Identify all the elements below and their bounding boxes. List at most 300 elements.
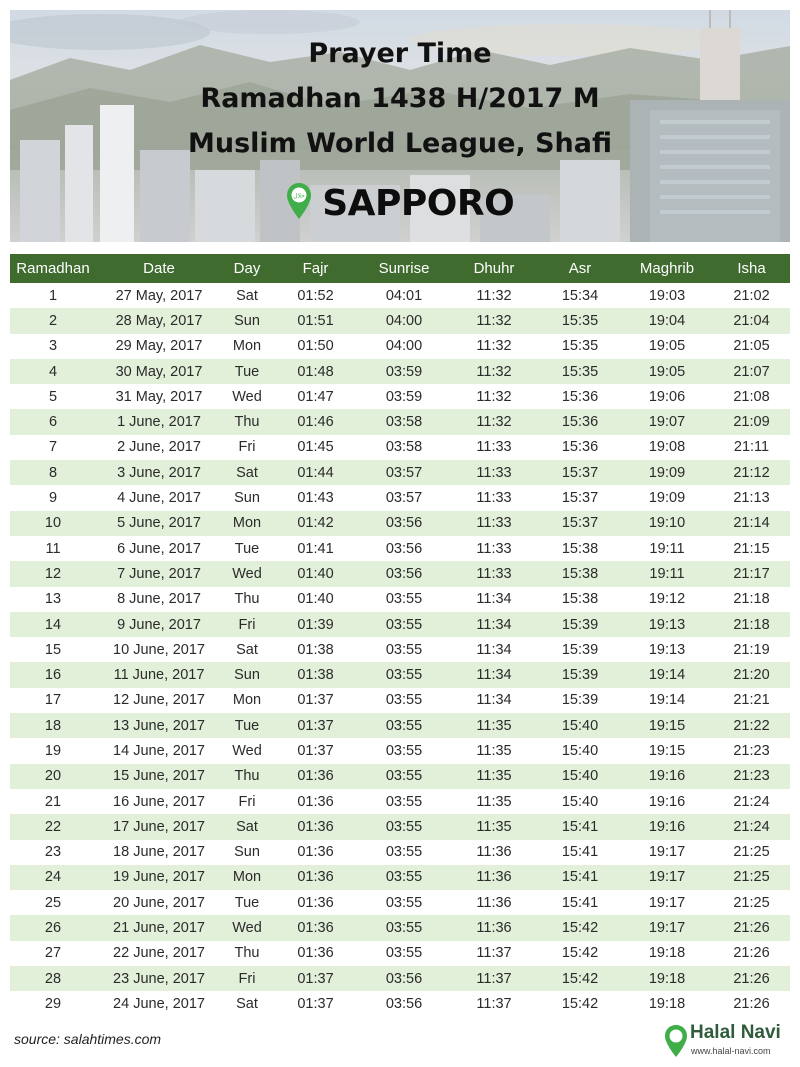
table-row xyxy=(10,359,790,384)
cell-sunrise: 03:55 xyxy=(359,662,449,687)
cell-dhuhr: 11:33 xyxy=(449,485,539,510)
cell-ramadhan: 19 xyxy=(10,738,96,763)
cell-dhuhr: 11:35 xyxy=(449,764,539,789)
cell-fajr: 01:40 xyxy=(272,561,359,586)
city-row xyxy=(10,182,790,225)
cell-sunrise: 03:55 xyxy=(359,688,449,713)
cell-day: Tue xyxy=(222,359,272,384)
cell-fajr: 01:37 xyxy=(272,991,359,1016)
source-credit: source: salahtimes.com xyxy=(14,1031,162,1047)
cell-isha: 21:05 xyxy=(713,334,790,359)
table-row xyxy=(10,511,790,536)
cell-sunrise: 03:55 xyxy=(359,587,449,612)
cell-isha: 21:18 xyxy=(713,612,790,637)
cell-day: Sun xyxy=(222,840,272,865)
cell-isha: 21:13 xyxy=(713,485,790,510)
cell-asr: 15:41 xyxy=(539,840,621,865)
cell-dhuhr: 11:33 xyxy=(449,511,539,536)
cell-fajr: 01:50 xyxy=(272,334,359,359)
table-row xyxy=(10,662,790,687)
cell-ramadhan: 29 xyxy=(10,991,96,1016)
cell-fajr: 01:37 xyxy=(272,688,359,713)
cell-fajr: 01:41 xyxy=(272,536,359,561)
table-row xyxy=(10,308,790,333)
cell-asr: 15:38 xyxy=(539,536,621,561)
cell-date: 15 June, 2017 xyxy=(96,764,222,789)
cell-asr: 15:38 xyxy=(539,561,621,586)
cell-asr: 15:36 xyxy=(539,384,621,409)
cell-maghrib: 19:17 xyxy=(621,915,713,940)
city-name: SAPPORO xyxy=(322,183,515,224)
table-body xyxy=(10,283,790,1017)
cell-ramadhan: 5 xyxy=(10,384,96,409)
cell-maghrib: 19:16 xyxy=(621,789,713,814)
cell-fajr: 01:40 xyxy=(272,587,359,612)
cell-isha: 21:21 xyxy=(713,688,790,713)
cell-fajr: 01:36 xyxy=(272,915,359,940)
cell-fajr: 01:37 xyxy=(272,713,359,738)
cell-date: 2 June, 2017 xyxy=(96,435,222,460)
cell-dhuhr: 11:32 xyxy=(449,308,539,333)
table-row xyxy=(10,890,790,915)
cell-date: 31 May, 2017 xyxy=(96,384,222,409)
cell-dhuhr: 11:37 xyxy=(449,966,539,991)
cell-isha: 21:07 xyxy=(713,359,790,384)
cell-sunrise: 04:00 xyxy=(359,334,449,359)
cell-asr: 15:37 xyxy=(539,485,621,510)
cell-asr: 15:35 xyxy=(539,359,621,384)
cell-asr: 15:37 xyxy=(539,460,621,485)
cell-isha: 21:18 xyxy=(713,587,790,612)
cell-asr: 15:40 xyxy=(539,789,621,814)
cell-ramadhan: 1 xyxy=(10,283,96,308)
cell-ramadhan: 7 xyxy=(10,435,96,460)
cell-asr: 15:41 xyxy=(539,865,621,890)
cell-day: Sun xyxy=(222,662,272,687)
cell-asr: 15:41 xyxy=(539,890,621,915)
cell-date: 21 June, 2017 xyxy=(96,915,222,940)
cell-dhuhr: 11:36 xyxy=(449,840,539,865)
cell-dhuhr: 11:32 xyxy=(449,283,539,308)
table-row xyxy=(10,409,790,434)
cell-maghrib: 19:09 xyxy=(621,460,713,485)
cell-dhuhr: 11:33 xyxy=(449,536,539,561)
cell-maghrib: 19:07 xyxy=(621,409,713,434)
cell-asr: 15:38 xyxy=(539,587,621,612)
cell-isha: 21:14 xyxy=(713,511,790,536)
cell-ramadhan: 21 xyxy=(10,789,96,814)
cell-day: Mon xyxy=(222,511,272,536)
cell-date: 5 June, 2017 xyxy=(96,511,222,536)
cell-day: Sun xyxy=(222,485,272,510)
brand-name: Halal Navi xyxy=(690,1022,781,1043)
svg-text:حلال: حلال xyxy=(292,192,305,200)
table-row xyxy=(10,587,790,612)
cell-day: Thu xyxy=(222,764,272,789)
cell-day: Thu xyxy=(222,941,272,966)
cell-dhuhr: 11:32 xyxy=(449,334,539,359)
col-fajr: Fajr xyxy=(272,254,359,283)
cell-maghrib: 19:18 xyxy=(621,966,713,991)
cell-dhuhr: 11:35 xyxy=(449,713,539,738)
cell-sunrise: 03:59 xyxy=(359,384,449,409)
cell-fajr: 01:51 xyxy=(272,308,359,333)
cell-isha: 21:23 xyxy=(713,738,790,763)
cell-sunrise: 03:55 xyxy=(359,637,449,662)
cell-isha: 21:25 xyxy=(713,865,790,890)
cell-ramadhan: 22 xyxy=(10,814,96,839)
cell-fajr: 01:36 xyxy=(272,789,359,814)
cell-dhuhr: 11:36 xyxy=(449,865,539,890)
cell-asr: 15:39 xyxy=(539,688,621,713)
cell-ramadhan: 24 xyxy=(10,865,96,890)
cell-date: 19 June, 2017 xyxy=(96,865,222,890)
cell-fajr: 01:37 xyxy=(272,966,359,991)
cell-dhuhr: 11:33 xyxy=(449,460,539,485)
cell-asr: 15:36 xyxy=(539,409,621,434)
cell-day: Tue xyxy=(222,536,272,561)
cell-sunrise: 03:55 xyxy=(359,612,449,637)
cell-dhuhr: 11:36 xyxy=(449,890,539,915)
cell-ramadhan: 13 xyxy=(10,587,96,612)
cell-day: Sun xyxy=(222,308,272,333)
cell-fajr: 01:36 xyxy=(272,840,359,865)
cell-date: 18 June, 2017 xyxy=(96,840,222,865)
table-row xyxy=(10,915,790,940)
cell-day: Wed xyxy=(222,738,272,763)
cell-ramadhan: 2 xyxy=(10,308,96,333)
cell-maghrib: 19:12 xyxy=(621,587,713,612)
cell-isha: 21:24 xyxy=(713,789,790,814)
cell-isha: 21:26 xyxy=(713,915,790,940)
table-row xyxy=(10,334,790,359)
cell-maghrib: 19:18 xyxy=(621,941,713,966)
cell-maghrib: 19:13 xyxy=(621,612,713,637)
col-asr: Asr xyxy=(539,254,621,283)
cell-maghrib: 19:14 xyxy=(621,662,713,687)
cell-sunrise: 03:55 xyxy=(359,764,449,789)
cell-isha: 21:04 xyxy=(713,308,790,333)
cell-dhuhr: 11:34 xyxy=(449,612,539,637)
table-row xyxy=(10,485,790,510)
cell-ramadhan: 25 xyxy=(10,890,96,915)
cell-sunrise: 03:56 xyxy=(359,966,449,991)
cell-maghrib: 19:17 xyxy=(621,840,713,865)
cell-isha: 21:09 xyxy=(713,409,790,434)
cell-date: 29 May, 2017 xyxy=(96,334,222,359)
cell-fajr: 01:36 xyxy=(272,865,359,890)
cell-maghrib: 19:14 xyxy=(621,688,713,713)
cell-maghrib: 19:05 xyxy=(621,334,713,359)
cell-ramadhan: 17 xyxy=(10,688,96,713)
cell-day: Sat xyxy=(222,814,272,839)
table-row xyxy=(10,941,790,966)
cell-fajr: 01:45 xyxy=(272,435,359,460)
cell-isha: 21:24 xyxy=(713,814,790,839)
cell-date: 23 June, 2017 xyxy=(96,966,222,991)
cell-isha: 21:15 xyxy=(713,536,790,561)
table-row xyxy=(10,991,790,1016)
cell-day: Fri xyxy=(222,435,272,460)
cell-dhuhr: 11:32 xyxy=(449,359,539,384)
cell-fajr: 01:36 xyxy=(272,890,359,915)
cell-asr: 15:34 xyxy=(539,283,621,308)
cell-date: 20 June, 2017 xyxy=(96,890,222,915)
cell-asr: 15:42 xyxy=(539,991,621,1016)
cell-dhuhr: 11:32 xyxy=(449,409,539,434)
cell-dhuhr: 11:34 xyxy=(449,662,539,687)
cell-sunrise: 03:55 xyxy=(359,814,449,839)
cell-sunrise: 03:56 xyxy=(359,561,449,586)
cell-fajr: 01:36 xyxy=(272,814,359,839)
cell-isha: 21:08 xyxy=(713,384,790,409)
cell-date: 3 June, 2017 xyxy=(96,460,222,485)
cell-date: 8 June, 2017 xyxy=(96,587,222,612)
cell-date: 7 June, 2017 xyxy=(96,561,222,586)
cell-ramadhan: 16 xyxy=(10,662,96,687)
cell-date: 9 June, 2017 xyxy=(96,612,222,637)
prayer-time-table xyxy=(10,254,790,1017)
cell-date: 28 May, 2017 xyxy=(96,308,222,333)
cell-date: 22 June, 2017 xyxy=(96,941,222,966)
col-maghrib: Maghrib xyxy=(621,254,713,283)
cell-isha: 21:19 xyxy=(713,637,790,662)
table-row xyxy=(10,966,790,991)
cell-day: Mon xyxy=(222,334,272,359)
cell-ramadhan: 9 xyxy=(10,485,96,510)
cell-asr: 15:39 xyxy=(539,612,621,637)
cell-asr: 15:35 xyxy=(539,308,621,333)
cell-date: 11 June, 2017 xyxy=(96,662,222,687)
cell-asr: 15:39 xyxy=(539,637,621,662)
cell-day: Thu xyxy=(222,409,272,434)
cell-day: Mon xyxy=(222,865,272,890)
cell-asr: 15:42 xyxy=(539,966,621,991)
cell-day: Sat xyxy=(222,637,272,662)
cell-date: 24 June, 2017 xyxy=(96,991,222,1016)
cell-fajr: 01:39 xyxy=(272,612,359,637)
col-dhuhr: Dhuhr xyxy=(449,254,539,283)
cell-isha: 21:12 xyxy=(713,460,790,485)
cell-isha: 21:02 xyxy=(713,283,790,308)
cell-fajr: 01:43 xyxy=(272,485,359,510)
table-header-row xyxy=(10,254,790,283)
cell-day: Sat xyxy=(222,460,272,485)
cell-date: 10 June, 2017 xyxy=(96,637,222,662)
cell-fajr: 01:36 xyxy=(272,764,359,789)
cell-isha: 21:17 xyxy=(713,561,790,586)
cell-isha: 21:25 xyxy=(713,890,790,915)
cell-dhuhr: 11:37 xyxy=(449,991,539,1016)
cell-day: Wed xyxy=(222,561,272,586)
title-prayer-time: Prayer Time xyxy=(308,38,492,69)
cell-date: 6 June, 2017 xyxy=(96,536,222,561)
cell-fajr: 01:52 xyxy=(272,283,359,308)
cell-fajr: 01:38 xyxy=(272,637,359,662)
cell-day: Wed xyxy=(222,384,272,409)
cell-date: 13 June, 2017 xyxy=(96,713,222,738)
cell-fajr: 01:48 xyxy=(272,359,359,384)
cell-sunrise: 03:55 xyxy=(359,738,449,763)
cell-maghrib: 19:05 xyxy=(621,359,713,384)
cell-sunrise: 03:57 xyxy=(359,460,449,485)
cell-ramadhan: 28 xyxy=(10,966,96,991)
cell-isha: 21:26 xyxy=(713,966,790,991)
cell-isha: 21:26 xyxy=(713,991,790,1016)
cell-isha: 21:11 xyxy=(713,435,790,460)
cell-maghrib: 19:18 xyxy=(621,991,713,1016)
col-sunrise: Sunrise xyxy=(359,254,449,283)
cell-maghrib: 19:16 xyxy=(621,814,713,839)
cell-day: Fri xyxy=(222,966,272,991)
cell-ramadhan: 26 xyxy=(10,915,96,940)
cell-dhuhr: 11:34 xyxy=(449,587,539,612)
cell-sunrise: 04:00 xyxy=(359,308,449,333)
cell-sunrise: 03:56 xyxy=(359,511,449,536)
cell-day: Tue xyxy=(222,890,272,915)
halal-navi-brand[interactable] xyxy=(664,1022,790,1062)
table-row xyxy=(10,283,790,308)
cell-ramadhan: 12 xyxy=(10,561,96,586)
cell-ramadhan: 23 xyxy=(10,840,96,865)
cell-date: 1 June, 2017 xyxy=(96,409,222,434)
cell-dhuhr: 11:35 xyxy=(449,814,539,839)
table-row xyxy=(10,789,790,814)
cell-sunrise: 03:55 xyxy=(359,865,449,890)
cell-day: Tue xyxy=(222,713,272,738)
cell-maghrib: 19:04 xyxy=(621,308,713,333)
cell-maghrib: 19:09 xyxy=(621,485,713,510)
cell-asr: 15:40 xyxy=(539,764,621,789)
cell-day: Sat xyxy=(222,991,272,1016)
brand-url[interactable]: www.halal-navi.com xyxy=(691,1046,771,1056)
cell-asr: 15:37 xyxy=(539,511,621,536)
cell-dhuhr: 11:34 xyxy=(449,688,539,713)
cell-ramadhan: 4 xyxy=(10,359,96,384)
cell-ramadhan: 6 xyxy=(10,409,96,434)
halal-navi-logo-icon xyxy=(664,1024,688,1058)
title-calculation-method: Muslim World League, Shafi xyxy=(187,128,613,159)
table-row xyxy=(10,738,790,763)
cell-fajr: 01:36 xyxy=(272,941,359,966)
cell-ramadhan: 14 xyxy=(10,612,96,637)
cell-maghrib: 19:17 xyxy=(621,865,713,890)
cell-sunrise: 04:01 xyxy=(359,283,449,308)
table-row xyxy=(10,637,790,662)
cell-maghrib: 19:10 xyxy=(621,511,713,536)
cell-day: Fri xyxy=(222,789,272,814)
table-row xyxy=(10,384,790,409)
cell-ramadhan: 3 xyxy=(10,334,96,359)
table-row xyxy=(10,688,790,713)
cell-sunrise: 03:56 xyxy=(359,991,449,1016)
table-row xyxy=(10,561,790,586)
table-row xyxy=(10,612,790,637)
cell-isha: 21:23 xyxy=(713,764,790,789)
cell-sunrise: 03:57 xyxy=(359,485,449,510)
cell-fajr: 01:47 xyxy=(272,384,359,409)
cell-date: 12 June, 2017 xyxy=(96,688,222,713)
cell-fajr: 01:44 xyxy=(272,460,359,485)
cell-sunrise: 03:55 xyxy=(359,890,449,915)
cell-ramadhan: 10 xyxy=(10,511,96,536)
cell-day: Thu xyxy=(222,587,272,612)
cell-ramadhan: 15 xyxy=(10,637,96,662)
cell-sunrise: 03:59 xyxy=(359,359,449,384)
col-day: Day xyxy=(222,254,272,283)
cell-ramadhan: 20 xyxy=(10,764,96,789)
cell-asr: 15:36 xyxy=(539,435,621,460)
cell-maghrib: 19:11 xyxy=(621,536,713,561)
cell-isha: 21:20 xyxy=(713,662,790,687)
table-row xyxy=(10,460,790,485)
cell-dhuhr: 11:33 xyxy=(449,435,539,460)
cell-isha: 21:25 xyxy=(713,840,790,865)
cell-fajr: 01:37 xyxy=(272,738,359,763)
cell-dhuhr: 11:35 xyxy=(449,738,539,763)
cell-sunrise: 03:56 xyxy=(359,536,449,561)
cell-maghrib: 19:16 xyxy=(621,764,713,789)
cell-day: Sat xyxy=(222,283,272,308)
cell-day: Mon xyxy=(222,688,272,713)
cell-maghrib: 19:11 xyxy=(621,561,713,586)
table-row xyxy=(10,764,790,789)
cell-dhuhr: 11:33 xyxy=(449,561,539,586)
cell-date: 27 May, 2017 xyxy=(96,283,222,308)
cell-sunrise: 03:58 xyxy=(359,409,449,434)
col-date: Date xyxy=(96,254,222,283)
cell-asr: 15:42 xyxy=(539,915,621,940)
cell-date: 17 June, 2017 xyxy=(96,814,222,839)
cell-dhuhr: 11:37 xyxy=(449,941,539,966)
cell-ramadhan: 18 xyxy=(10,713,96,738)
cell-asr: 15:41 xyxy=(539,814,621,839)
title-ramadhan-year: Ramadhan 1438 H/2017 M xyxy=(200,83,600,114)
cell-maghrib: 19:06 xyxy=(621,384,713,409)
cell-isha: 21:26 xyxy=(713,941,790,966)
cell-ramadhan: 27 xyxy=(10,941,96,966)
cell-dhuhr: 11:36 xyxy=(449,915,539,940)
cell-asr: 15:42 xyxy=(539,941,621,966)
cell-ramadhan: 8 xyxy=(10,460,96,485)
cell-maghrib: 19:17 xyxy=(621,890,713,915)
table-row xyxy=(10,814,790,839)
cell-asr: 15:40 xyxy=(539,713,621,738)
cell-sunrise: 03:55 xyxy=(359,789,449,814)
cell-date: 16 June, 2017 xyxy=(96,789,222,814)
table-row xyxy=(10,435,790,460)
cell-dhuhr: 11:34 xyxy=(449,637,539,662)
cell-fajr: 01:38 xyxy=(272,662,359,687)
cell-sunrise: 03:58 xyxy=(359,435,449,460)
cell-sunrise: 03:55 xyxy=(359,840,449,865)
cell-dhuhr: 11:35 xyxy=(449,789,539,814)
table-row xyxy=(10,536,790,561)
cell-maghrib: 19:08 xyxy=(621,435,713,460)
header-banner xyxy=(10,10,790,242)
table-row xyxy=(10,840,790,865)
cell-maghrib: 19:15 xyxy=(621,713,713,738)
cell-maghrib: 19:03 xyxy=(621,283,713,308)
cell-asr: 15:35 xyxy=(539,334,621,359)
cell-day: Fri xyxy=(222,612,272,637)
cell-date: 4 June, 2017 xyxy=(96,485,222,510)
table-row xyxy=(10,713,790,738)
cell-isha: 21:22 xyxy=(713,713,790,738)
cell-sunrise: 03:55 xyxy=(359,713,449,738)
cell-day: Wed xyxy=(222,915,272,940)
cell-maghrib: 19:15 xyxy=(621,738,713,763)
